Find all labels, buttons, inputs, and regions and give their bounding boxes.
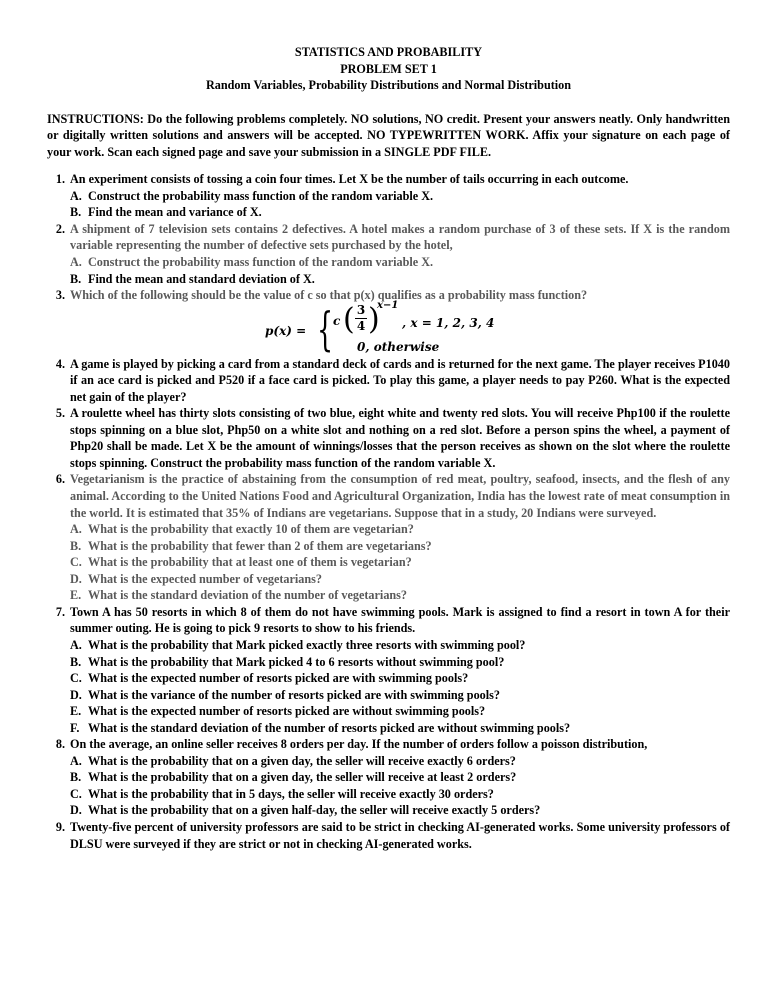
- problem-7: [47, 604, 730, 736]
- sub-letter: F.: [70, 720, 80, 735]
- sub-text: What is the standard deviation of the number of resorts picked are without swimming pools?: [88, 720, 571, 735]
- sub-question: [70, 786, 730, 803]
- problem-number: 7.: [55, 604, 65, 619]
- sub-question: [70, 521, 730, 538]
- formula-condition: , x = 1, 2, 3, 4: [402, 315, 495, 330]
- sub-question: [70, 571, 730, 588]
- problem-2: [47, 221, 730, 287]
- sub-text: What is the probability that on a given day, the seller will receive at least 2 orders?: [88, 770, 517, 785]
- problem-number: 9.: [55, 819, 65, 834]
- sub-text: Construct the probability mass function of the random variable X.: [88, 255, 434, 270]
- sub-letter: B.: [70, 770, 82, 785]
- formula-lhs: p(x) =: [265, 323, 307, 338]
- sub-question: [70, 637, 730, 654]
- problem-set-title: PROBLEM SET 1: [340, 61, 437, 76]
- fraction-denominator: 4: [356, 318, 366, 333]
- sub-question: [70, 554, 730, 571]
- sub-letter: B.: [70, 538, 82, 553]
- problem-text: Vegetarianism is the practice of abstaining from the consumption of red meat, poultry, seafood, insects, and the flesh of any animal. According to the United Nations Food and Agricultural Organization, India has the lowest rate of meat consumption in the world. It is estimated that 35% of Indians are vegetarians. Suppose that in a study, 20 Indians were surveyed.: [70, 472, 730, 520]
- problem-list: [47, 171, 730, 852]
- sub-question: [70, 188, 730, 205]
- problem-text: On the average, an online seller receives 8 orders per day. If the number of orders follow a poisson distribution,: [70, 737, 648, 752]
- problem-number: 5.: [55, 406, 65, 421]
- sub-text: Construct the probability mass function of the random variable X.: [88, 188, 434, 203]
- formula-fraction: [355, 304, 367, 333]
- sub-letter: A.: [70, 753, 82, 768]
- sub-text: What is the expected number of vegetarians?: [88, 571, 323, 586]
- sub-question: [70, 271, 730, 288]
- sub-letter: B.: [70, 271, 82, 286]
- problem-8: [47, 736, 730, 819]
- sub-letter: D.: [70, 687, 82, 702]
- sub-question: [70, 769, 730, 786]
- formula-otherwise: 0, otherwise: [357, 339, 440, 354]
- problem-4: [47, 356, 730, 406]
- sub-question: [70, 687, 730, 704]
- instructions-paragraph: INSTRUCTIONS: Do the following problems completely. NO solutions, NO credit. Present your answers neatly. Only handwritten or digitally written solutions and answers will be accepted. NO TYPEWRITTEN WORK. Affix your signature on each page of your work. Scan each signed page and save your submission in a SINGLE PDF FILE.: [47, 111, 730, 159]
- problem-text: Twenty-five percent of university professors are said to be strict in checking AI-generated works. Some university professors of DLSU were surveyed if they are strict or not in checking AI-generated works.: [70, 819, 730, 851]
- sub-question: [70, 254, 730, 271]
- sub-text: What is the variance of the number of resorts picked are with swimming pools?: [88, 687, 500, 702]
- sub-text: What is the probability that Mark picked 4 to 6 resorts without swimming pool?: [88, 654, 505, 669]
- sub-text: What is the probability that at least one of them is vegetarian?: [88, 555, 412, 570]
- sub-question: [70, 587, 730, 604]
- problem-text: A shipment of 7 television sets contains 2 defectives. A hotel makes a random purchase of 3 of these sets. If X is the random variable representing the number of defective sets purchased by the hotel,: [70, 221, 730, 253]
- sub-letter: A.: [70, 255, 82, 270]
- left-brace: {: [317, 301, 334, 356]
- problem-text: A game is played by picking a card from a standard deck of cards and is returned for the next game. The player receives P1040 if an ace card is picked and P520 if a face card is picked. To play this game, a player needs to pay P260. What is the expected net gain of the player?: [70, 356, 730, 404]
- sub-text: What is the probability that exactly 10 of them are vegetarian?: [88, 522, 414, 537]
- fraction-numerator: 3: [356, 302, 366, 317]
- sub-text: What is the probability that on a given half-day, the seller will receive exactly 5 orders?: [88, 803, 541, 818]
- sub-text: What is the standard deviation of the number of vegetarians?: [88, 588, 408, 603]
- problem-number: 4.: [55, 356, 65, 371]
- sub-text: What is the probability that on a given day, the seller will receive exactly 6 orders?: [88, 753, 516, 768]
- sub-question: [70, 753, 730, 770]
- sub-question: [70, 538, 730, 555]
- sub-letter: E.: [70, 704, 82, 719]
- problem-text: Which of the following should be the value of c so that p(x) qualifies as a probability mass function?: [70, 288, 588, 303]
- sub-letter: D.: [70, 571, 82, 586]
- problem-number: 6.: [55, 472, 65, 487]
- sub-question: [70, 654, 730, 671]
- sub-text: What is the expected number of resorts picked are without swimming pools?: [88, 704, 486, 719]
- sub-letter: B.: [70, 205, 82, 220]
- left-paren: (: [343, 301, 355, 337]
- sub-letter: C.: [70, 555, 82, 570]
- sub-letter: B.: [70, 654, 82, 669]
- problem-text: A roulette wheel has thirty slots consisting of two blue, eight white and twenty red slots. You will receive Php100 if the roulette stops spinning on a blue slot, Php50 on a white slot and nothing on a red slot. Before a person spins the wheel, a payment of Php20 shall be made. Let X be the amount of winnings/losses that the person receives as shown on the slot where the roulette stops spinning. Construct the probability mass function of the random variable X.: [70, 406, 730, 470]
- problem-6: [47, 471, 730, 603]
- sub-letter: C.: [70, 671, 82, 686]
- sub-letter: E.: [70, 588, 82, 603]
- course-title: STATISTICS AND PROBABILITY: [294, 45, 483, 59]
- sub-text: Find the mean and variance of X.: [88, 205, 262, 220]
- sub-letter: C.: [70, 786, 82, 801]
- problem-number: 1.: [55, 172, 65, 187]
- sub-question: [70, 802, 730, 819]
- sub-text: What is the probability that fewer than 2 of them are vegetarians?: [88, 538, 432, 553]
- sub-letter: A.: [70, 188, 82, 203]
- sub-question: [70, 703, 730, 720]
- problem-text: Town A has 50 resorts in which 8 of them do not have swimming pools. Mark is assigned to find a resort in town A for their summer outing. He is going to pick 9 resorts to show to his friends.: [70, 604, 730, 636]
- problem-9: [47, 819, 730, 852]
- right-paren: ): [368, 301, 380, 337]
- problem-number: 2.: [55, 221, 65, 236]
- formula-exponent: x−1: [377, 299, 399, 311]
- sub-text: What is the probability that Mark picked exactly three resorts with swimming pool?: [88, 637, 526, 652]
- sub-letter: D.: [70, 803, 82, 818]
- problem-number: 3.: [55, 288, 65, 303]
- sub-letter: A.: [70, 522, 82, 537]
- sub-question: [70, 670, 730, 687]
- problem-text: An experiment consists of tossing a coin four times. Let X be the number of tails occurring in each outcome.: [70, 172, 629, 187]
- problem-3: [47, 287, 730, 356]
- pmf-formula: [265, 299, 730, 356]
- formula-coefficient: c: [333, 313, 341, 328]
- sub-text: Find the mean and standard deviation of X.: [88, 271, 315, 286]
- sub-letter: A.: [70, 637, 82, 652]
- document-header: [47, 44, 730, 94]
- problem-number: 8.: [55, 737, 65, 752]
- sub-text: What is the probability that in 5 days, the seller will receive exactly 30 orders?: [88, 786, 494, 801]
- sub-question: [70, 204, 730, 221]
- problem-1: [47, 171, 730, 221]
- sub-question: [70, 720, 730, 737]
- problem-5: [47, 405, 730, 471]
- sub-text: What is the expected number of resorts picked are with swimming pools?: [88, 671, 469, 686]
- topic-subtitle: Random Variables, Probability Distributions and Normal Distribution: [205, 78, 572, 92]
